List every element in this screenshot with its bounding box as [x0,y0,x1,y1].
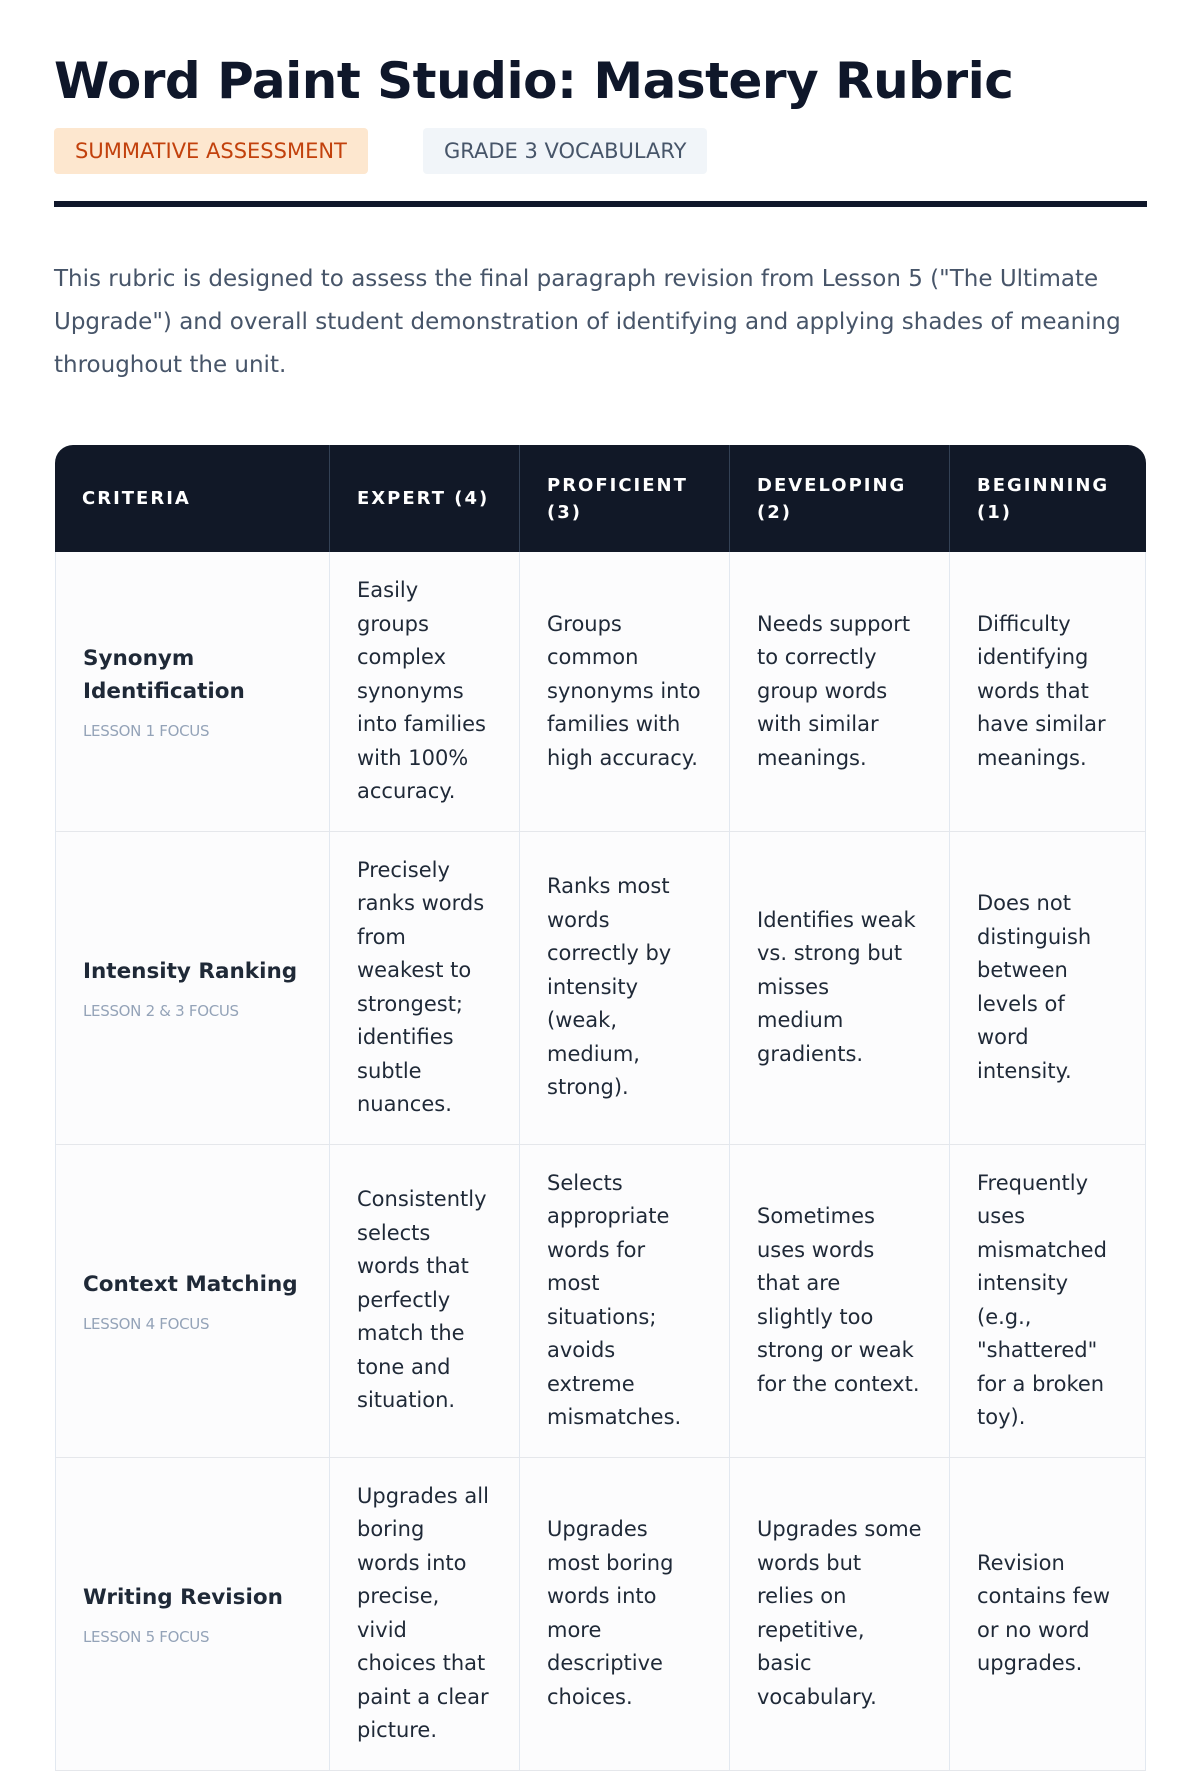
column-header-developing: DEVELOPING (2) [729,445,949,552]
column-header-beginning: BEGINNING (1) [949,445,1146,552]
column-header-proficient: PROFICIENT (3) [519,445,729,552]
beginning-cell: Difficulty identifying words that have similar meanings. [949,552,1146,832]
proficient-cell: Ranks most words correctly by intensity (weak, medium, strong). [519,832,729,1145]
criterion-focus: LESSON 2 & 3 FOCUS [83,1001,239,1020]
proficient-cell: Selects appropriate words for most situations; avoids extreme mismatches. [519,1145,729,1458]
criterion-cell [55,552,329,832]
beginning-cell: Frequently uses mismatched intensity (e.g., "shattered" for a broken toy). [949,1145,1146,1458]
expert-cell: Easily groups complex synonyms into families with 100% accuracy. [329,552,519,832]
assessment-type-tag: SUMMATIVE ASSESSMENT [54,128,368,174]
developing-cell: Needs support to correctly group words with similar meanings. [729,552,949,832]
developing-cell: Upgrades some words but relies on repetitive, basic vocabulary. [729,1458,949,1771]
table-row [55,552,1146,832]
criterion-cell [55,832,329,1145]
criterion-focus: LESSON 4 FOCUS [83,1314,210,1333]
criterion-name: Synonym Identification [83,645,245,704]
expert-cell: Consistently selects words that perfectly match the tone and situation. [329,1145,519,1458]
expert-cell: Upgrades all boring words into precise, vivid choices that paint a clear picture. [329,1458,519,1771]
header-divider [54,201,1147,207]
column-header-expert: EXPERT (4) [329,445,519,552]
expert-cell: Precisely ranks words from weakest to strongest; identifies subtle nuances. [329,832,519,1145]
table-row [55,1458,1146,1771]
intro-paragraph: This rubric is designed to assess the final paragraph revision from Lesson 5 ("The Ultimate Upgrade") and overall student demonstration of identifying and applying shades of meaning throughout the unit. [54,266,1121,378]
table-row [55,832,1146,1145]
developing-cell: Sometimes uses words that are slightly too strong or weak for the context. [729,1145,949,1458]
criterion-cell [55,1145,329,1458]
criterion-focus: LESSON 5 FOCUS [83,1627,210,1646]
beginning-cell: Revision contains few or no word upgrades. [949,1458,1146,1771]
grade-level-tag: GRADE 3 VOCABULARY [423,128,707,174]
criterion-name: Writing Revision [83,1584,283,1610]
criterion-name: Context Matching [83,1271,298,1297]
page-title: Word Paint Studio: Mastery Rubric [54,52,1014,110]
table-row [55,1145,1146,1458]
criterion-focus: LESSON 1 FOCUS [83,721,210,740]
rubric-header-row [55,445,1146,552]
criterion-cell [55,1458,329,1771]
developing-cell: Identifies weak vs. strong but misses medium gradients. [729,832,949,1145]
proficient-cell: Groups common synonyms into families with high accuracy. [519,552,729,832]
proficient-cell: Upgrades most boring words into more descriptive choices. [519,1458,729,1771]
rubric-table [55,445,1146,1771]
column-header-criteria: CRITERIA [55,445,329,552]
criterion-name: Intensity Ranking [83,958,298,984]
beginning-cell: Does not distinguish between levels of word intensity. [949,832,1146,1145]
